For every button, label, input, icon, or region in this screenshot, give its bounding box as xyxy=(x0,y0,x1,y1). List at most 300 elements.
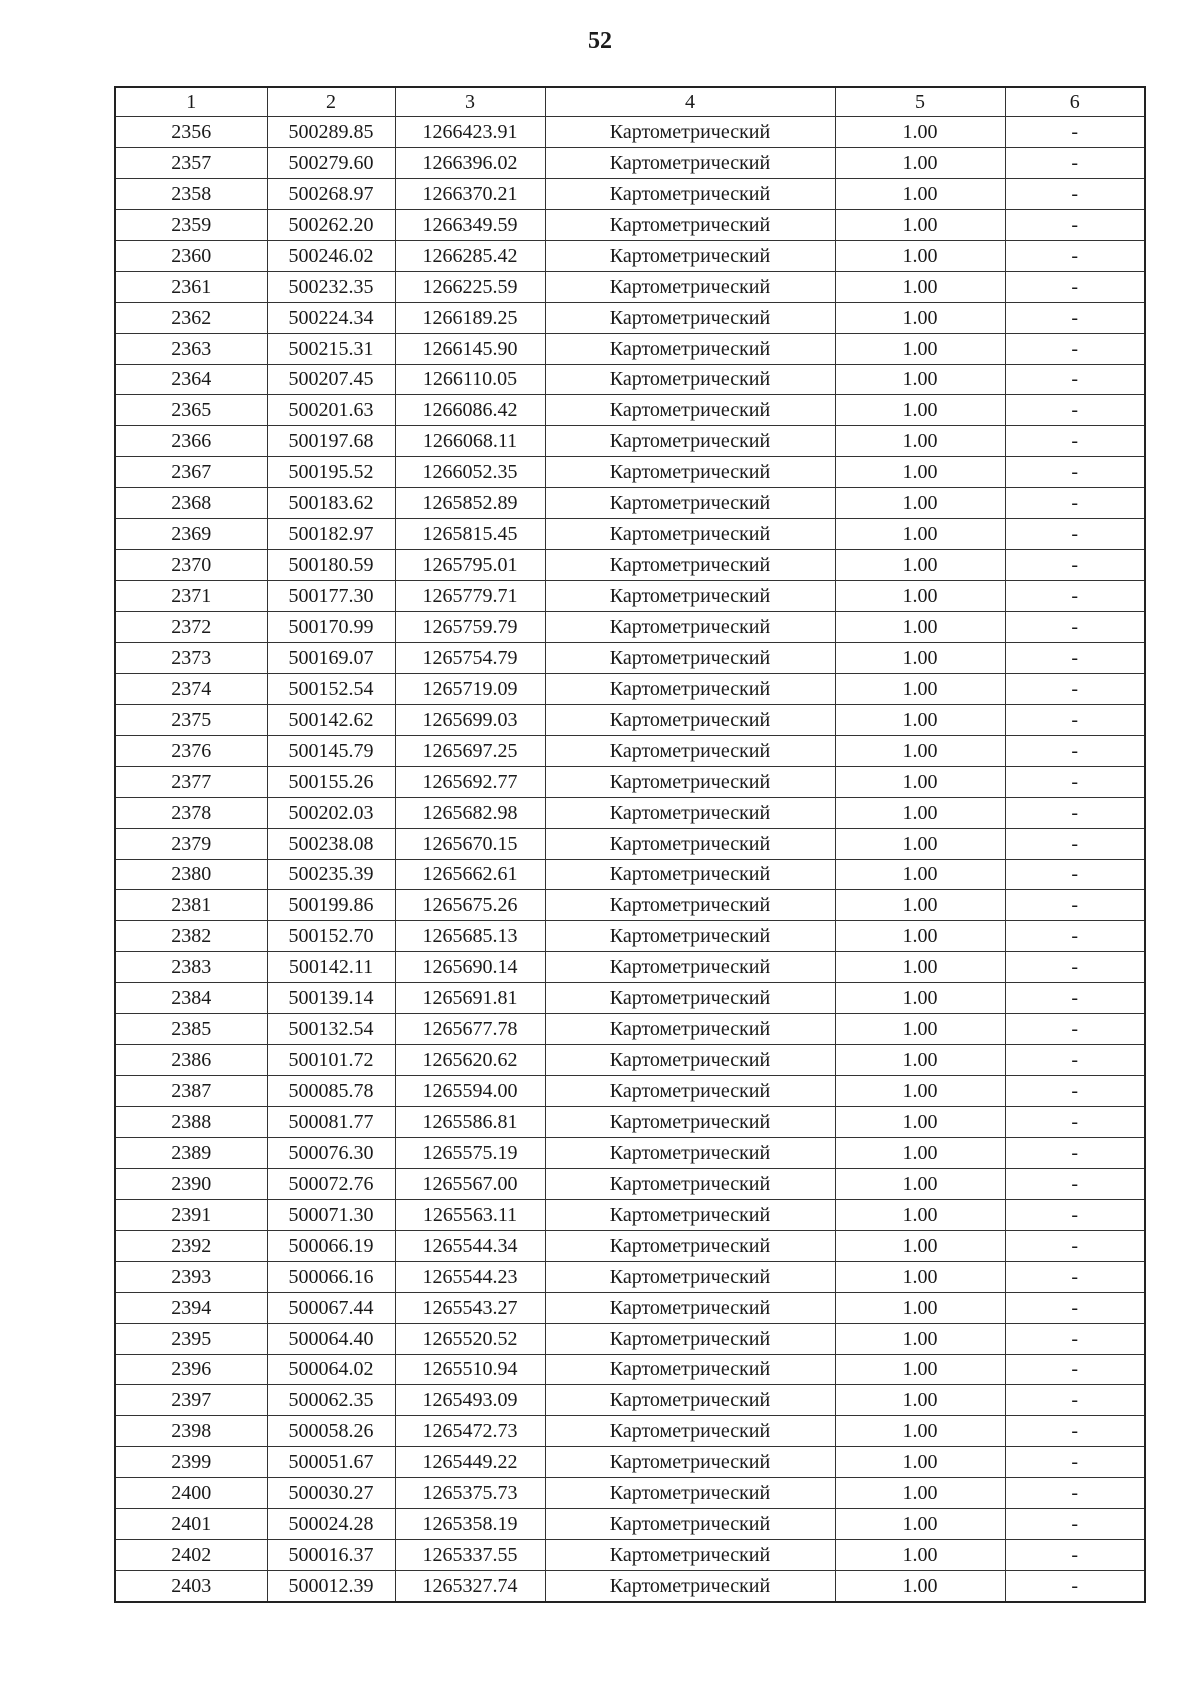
table-row xyxy=(115,1045,1145,1076)
column-header: 5 xyxy=(835,87,1005,117)
method-cell: Картометрический xyxy=(545,673,835,704)
accuracy-cell: 1.00 xyxy=(835,1478,1005,1509)
y-coordinate-cell: 1265754.79 xyxy=(395,642,545,673)
y-coordinate-cell: 1265510.94 xyxy=(395,1354,545,1385)
x-coordinate-cell: 500012.39 xyxy=(267,1571,395,1602)
y-coordinate-cell: 1265690.14 xyxy=(395,952,545,983)
table-row xyxy=(115,1509,1145,1540)
accuracy-cell: 1.00 xyxy=(835,581,1005,612)
method-cell: Картометрический xyxy=(545,1354,835,1385)
table-row xyxy=(115,364,1145,395)
point-number-cell: 2391 xyxy=(115,1199,267,1230)
accuracy-cell: 1.00 xyxy=(835,735,1005,766)
point-number-cell: 2359 xyxy=(115,209,267,240)
method-cell: Картометрический xyxy=(545,1323,835,1354)
y-coordinate-cell: 1266145.90 xyxy=(395,333,545,364)
point-number-cell: 2387 xyxy=(115,1076,267,1107)
y-coordinate-cell: 1266086.42 xyxy=(395,395,545,426)
table-row xyxy=(115,797,1145,828)
x-coordinate-cell: 500279.60 xyxy=(267,147,395,178)
y-coordinate-cell: 1265543.27 xyxy=(395,1292,545,1323)
point-number-cell: 2379 xyxy=(115,828,267,859)
method-cell: Картометрический xyxy=(545,828,835,859)
x-coordinate-cell: 500067.44 xyxy=(267,1292,395,1323)
accuracy-cell: 1.00 xyxy=(835,1416,1005,1447)
method-cell: Картометрический xyxy=(545,426,835,457)
accuracy-cell: 1.00 xyxy=(835,1107,1005,1138)
point-number-cell: 2382 xyxy=(115,921,267,952)
x-coordinate-cell: 500066.16 xyxy=(267,1261,395,1292)
method-cell: Картометрический xyxy=(545,1014,835,1045)
point-number-cell: 2369 xyxy=(115,519,267,550)
note-cell: - xyxy=(1005,1571,1145,1602)
table-row xyxy=(115,240,1145,271)
note-cell: - xyxy=(1005,921,1145,952)
x-coordinate-cell: 500177.30 xyxy=(267,581,395,612)
note-cell: - xyxy=(1005,1323,1145,1354)
method-cell: Картометрический xyxy=(545,1230,835,1261)
accuracy-cell: 1.00 xyxy=(835,550,1005,581)
note-cell: - xyxy=(1005,271,1145,302)
table-header xyxy=(115,87,1145,117)
x-coordinate-cell: 500199.86 xyxy=(267,890,395,921)
point-number-cell: 2381 xyxy=(115,890,267,921)
accuracy-cell: 1.00 xyxy=(835,1509,1005,1540)
method-cell: Картометрический xyxy=(545,1199,835,1230)
note-cell: - xyxy=(1005,1107,1145,1138)
x-coordinate-cell: 500235.39 xyxy=(267,859,395,890)
table-row xyxy=(115,1292,1145,1323)
accuracy-cell: 1.00 xyxy=(835,1354,1005,1385)
x-coordinate-cell: 500062.35 xyxy=(267,1385,395,1416)
point-number-cell: 2376 xyxy=(115,735,267,766)
note-cell: - xyxy=(1005,704,1145,735)
column-header: 2 xyxy=(267,87,395,117)
y-coordinate-cell: 1266396.02 xyxy=(395,147,545,178)
x-coordinate-cell: 500183.62 xyxy=(267,488,395,519)
method-cell: Картометрический xyxy=(545,147,835,178)
accuracy-cell: 1.00 xyxy=(835,1261,1005,1292)
point-number-cell: 2403 xyxy=(115,1571,267,1602)
accuracy-cell: 1.00 xyxy=(835,488,1005,519)
y-coordinate-cell: 1266110.05 xyxy=(395,364,545,395)
method-cell: Картометрический xyxy=(545,1447,835,1478)
table-row xyxy=(115,921,1145,952)
table-row xyxy=(115,519,1145,550)
x-coordinate-cell: 500232.35 xyxy=(267,271,395,302)
point-number-cell: 2361 xyxy=(115,271,267,302)
method-cell: Картометрический xyxy=(545,1509,835,1540)
method-cell: Картометрический xyxy=(545,519,835,550)
note-cell: - xyxy=(1005,952,1145,983)
y-coordinate-cell: 1265472.73 xyxy=(395,1416,545,1447)
table-row xyxy=(115,147,1145,178)
method-cell: Картометрический xyxy=(545,1045,835,1076)
accuracy-cell: 1.00 xyxy=(835,952,1005,983)
table-row xyxy=(115,983,1145,1014)
x-coordinate-cell: 500197.68 xyxy=(267,426,395,457)
x-coordinate-cell: 500195.52 xyxy=(267,457,395,488)
accuracy-cell: 1.00 xyxy=(835,1199,1005,1230)
table-row xyxy=(115,457,1145,488)
x-coordinate-cell: 500064.02 xyxy=(267,1354,395,1385)
x-coordinate-cell: 500071.30 xyxy=(267,1199,395,1230)
x-coordinate-cell: 500262.20 xyxy=(267,209,395,240)
table-row xyxy=(115,704,1145,735)
accuracy-cell: 1.00 xyxy=(835,1292,1005,1323)
accuracy-cell: 1.00 xyxy=(835,395,1005,426)
x-coordinate-cell: 500024.28 xyxy=(267,1509,395,1540)
method-cell: Картометрический xyxy=(545,1076,835,1107)
point-number-cell: 2394 xyxy=(115,1292,267,1323)
table-row xyxy=(115,1199,1145,1230)
method-cell: Картометрический xyxy=(545,890,835,921)
accuracy-cell: 1.00 xyxy=(835,117,1005,148)
x-coordinate-cell: 500170.99 xyxy=(267,612,395,643)
accuracy-cell: 1.00 xyxy=(835,1540,1005,1571)
point-number-cell: 2360 xyxy=(115,240,267,271)
y-coordinate-cell: 1265691.81 xyxy=(395,983,545,1014)
method-cell: Картометрический xyxy=(545,240,835,271)
note-cell: - xyxy=(1005,1540,1145,1571)
table-row xyxy=(115,1447,1145,1478)
table-row xyxy=(115,1540,1145,1571)
method-cell: Картометрический xyxy=(545,1261,835,1292)
note-cell: - xyxy=(1005,1014,1145,1045)
x-coordinate-cell: 500224.34 xyxy=(267,302,395,333)
y-coordinate-cell: 1265682.98 xyxy=(395,797,545,828)
table-row xyxy=(115,209,1145,240)
point-number-cell: 2358 xyxy=(115,178,267,209)
y-coordinate-cell: 1265575.19 xyxy=(395,1137,545,1168)
method-cell: Картометрический xyxy=(545,1416,835,1447)
y-coordinate-cell: 1265670.15 xyxy=(395,828,545,859)
note-cell: - xyxy=(1005,209,1145,240)
y-coordinate-cell: 1265795.01 xyxy=(395,550,545,581)
accuracy-cell: 1.00 xyxy=(835,828,1005,859)
accuracy-cell: 1.00 xyxy=(835,1385,1005,1416)
y-coordinate-cell: 1265520.52 xyxy=(395,1323,545,1354)
note-cell: - xyxy=(1005,426,1145,457)
x-coordinate-cell: 500058.26 xyxy=(267,1416,395,1447)
method-cell: Картометрический xyxy=(545,364,835,395)
table-row xyxy=(115,828,1145,859)
method-cell: Картометрический xyxy=(545,550,835,581)
y-coordinate-cell: 1265449.22 xyxy=(395,1447,545,1478)
point-number-cell: 2393 xyxy=(115,1261,267,1292)
coordinates-table xyxy=(114,86,1146,1603)
table-row xyxy=(115,395,1145,426)
accuracy-cell: 1.00 xyxy=(835,1168,1005,1199)
note-cell: - xyxy=(1005,1045,1145,1076)
table-row xyxy=(115,271,1145,302)
method-cell: Картометрический xyxy=(545,983,835,1014)
table-row xyxy=(115,1261,1145,1292)
y-coordinate-cell: 1266370.21 xyxy=(395,178,545,209)
x-coordinate-cell: 500139.14 xyxy=(267,983,395,1014)
y-coordinate-cell: 1265620.62 xyxy=(395,1045,545,1076)
x-coordinate-cell: 500246.02 xyxy=(267,240,395,271)
accuracy-cell: 1.00 xyxy=(835,209,1005,240)
table-row xyxy=(115,488,1145,519)
method-cell: Картометрический xyxy=(545,209,835,240)
note-cell: - xyxy=(1005,240,1145,271)
note-cell: - xyxy=(1005,859,1145,890)
table-body xyxy=(115,117,1145,1603)
x-coordinate-cell: 500072.76 xyxy=(267,1168,395,1199)
point-number-cell: 2375 xyxy=(115,704,267,735)
x-coordinate-cell: 500268.97 xyxy=(267,178,395,209)
note-cell: - xyxy=(1005,178,1145,209)
point-number-cell: 2363 xyxy=(115,333,267,364)
x-coordinate-cell: 500030.27 xyxy=(267,1478,395,1509)
note-cell: - xyxy=(1005,1416,1145,1447)
note-cell: - xyxy=(1005,983,1145,1014)
x-coordinate-cell: 500081.77 xyxy=(267,1107,395,1138)
table-row xyxy=(115,1416,1145,1447)
note-cell: - xyxy=(1005,1199,1145,1230)
point-number-cell: 2401 xyxy=(115,1509,267,1540)
table-row xyxy=(115,550,1145,581)
y-coordinate-cell: 1265544.34 xyxy=(395,1230,545,1261)
point-number-cell: 2356 xyxy=(115,117,267,148)
accuracy-cell: 1.00 xyxy=(835,1076,1005,1107)
accuracy-cell: 1.00 xyxy=(835,178,1005,209)
method-cell: Картометрический xyxy=(545,302,835,333)
x-coordinate-cell: 500289.85 xyxy=(267,117,395,148)
note-cell: - xyxy=(1005,673,1145,704)
method-cell: Картометрический xyxy=(545,921,835,952)
note-cell: - xyxy=(1005,117,1145,148)
table-row xyxy=(115,1478,1145,1509)
y-coordinate-cell: 1265358.19 xyxy=(395,1509,545,1540)
point-number-cell: 2385 xyxy=(115,1014,267,1045)
y-coordinate-cell: 1265594.00 xyxy=(395,1076,545,1107)
table-row xyxy=(115,1168,1145,1199)
accuracy-cell: 1.00 xyxy=(835,240,1005,271)
table-row xyxy=(115,1107,1145,1138)
method-cell: Картометрический xyxy=(545,1540,835,1571)
point-number-cell: 2396 xyxy=(115,1354,267,1385)
method-cell: Картометрический xyxy=(545,178,835,209)
accuracy-cell: 1.00 xyxy=(835,983,1005,1014)
x-coordinate-cell: 500064.40 xyxy=(267,1323,395,1354)
method-cell: Картометрический xyxy=(545,395,835,426)
accuracy-cell: 1.00 xyxy=(835,426,1005,457)
accuracy-cell: 1.00 xyxy=(835,271,1005,302)
note-cell: - xyxy=(1005,395,1145,426)
table-row xyxy=(115,952,1145,983)
column-header: 1 xyxy=(115,87,267,117)
note-cell: - xyxy=(1005,333,1145,364)
accuracy-cell: 1.00 xyxy=(835,1014,1005,1045)
x-coordinate-cell: 500016.37 xyxy=(267,1540,395,1571)
accuracy-cell: 1.00 xyxy=(835,921,1005,952)
method-cell: Картометрический xyxy=(545,1385,835,1416)
point-number-cell: 2368 xyxy=(115,488,267,519)
note-cell: - xyxy=(1005,828,1145,859)
table-row xyxy=(115,859,1145,890)
point-number-cell: 2386 xyxy=(115,1045,267,1076)
table-row xyxy=(115,1014,1145,1045)
accuracy-cell: 1.00 xyxy=(835,859,1005,890)
point-number-cell: 2390 xyxy=(115,1168,267,1199)
point-number-cell: 2402 xyxy=(115,1540,267,1571)
table-row xyxy=(115,1323,1145,1354)
point-number-cell: 2373 xyxy=(115,642,267,673)
point-number-cell: 2365 xyxy=(115,395,267,426)
y-coordinate-cell: 1265375.73 xyxy=(395,1478,545,1509)
method-cell: Картометрический xyxy=(545,797,835,828)
table-row xyxy=(115,766,1145,797)
table-row xyxy=(115,333,1145,364)
note-cell: - xyxy=(1005,1478,1145,1509)
y-coordinate-cell: 1265662.61 xyxy=(395,859,545,890)
x-coordinate-cell: 500085.78 xyxy=(267,1076,395,1107)
note-cell: - xyxy=(1005,1168,1145,1199)
note-cell: - xyxy=(1005,581,1145,612)
accuracy-cell: 1.00 xyxy=(835,612,1005,643)
accuracy-cell: 1.00 xyxy=(835,797,1005,828)
method-cell: Картометрический xyxy=(545,1571,835,1602)
method-cell: Картометрический xyxy=(545,488,835,519)
note-cell: - xyxy=(1005,364,1145,395)
y-coordinate-cell: 1265567.00 xyxy=(395,1168,545,1199)
column-header: 6 xyxy=(1005,87,1145,117)
table-row xyxy=(115,1230,1145,1261)
x-coordinate-cell: 500180.59 xyxy=(267,550,395,581)
point-number-cell: 2371 xyxy=(115,581,267,612)
table-row xyxy=(115,612,1145,643)
x-coordinate-cell: 500238.08 xyxy=(267,828,395,859)
note-cell: - xyxy=(1005,1447,1145,1478)
y-coordinate-cell: 1265815.45 xyxy=(395,519,545,550)
x-coordinate-cell: 500066.19 xyxy=(267,1230,395,1261)
accuracy-cell: 1.00 xyxy=(835,147,1005,178)
x-coordinate-cell: 500169.07 xyxy=(267,642,395,673)
point-number-cell: 2399 xyxy=(115,1447,267,1478)
note-cell: - xyxy=(1005,519,1145,550)
note-cell: - xyxy=(1005,1076,1145,1107)
note-cell: - xyxy=(1005,1230,1145,1261)
table-row xyxy=(115,1571,1145,1602)
y-coordinate-cell: 1266349.59 xyxy=(395,209,545,240)
y-coordinate-cell: 1265697.25 xyxy=(395,735,545,766)
y-coordinate-cell: 1265563.11 xyxy=(395,1199,545,1230)
x-coordinate-cell: 500132.54 xyxy=(267,1014,395,1045)
point-number-cell: 2398 xyxy=(115,1416,267,1447)
table-row xyxy=(115,1354,1145,1385)
y-coordinate-cell: 1266225.59 xyxy=(395,271,545,302)
column-header: 4 xyxy=(545,87,835,117)
note-cell: - xyxy=(1005,488,1145,519)
accuracy-cell: 1.00 xyxy=(835,1045,1005,1076)
accuracy-cell: 1.00 xyxy=(835,364,1005,395)
table-row xyxy=(115,735,1145,766)
y-coordinate-cell: 1265852.89 xyxy=(395,488,545,519)
method-cell: Картометрический xyxy=(545,333,835,364)
note-cell: - xyxy=(1005,1261,1145,1292)
table-row xyxy=(115,581,1145,612)
method-cell: Картометрический xyxy=(545,859,835,890)
point-number-cell: 2367 xyxy=(115,457,267,488)
point-number-cell: 2388 xyxy=(115,1107,267,1138)
x-coordinate-cell: 500215.31 xyxy=(267,333,395,364)
point-number-cell: 2384 xyxy=(115,983,267,1014)
y-coordinate-cell: 1265699.03 xyxy=(395,704,545,735)
y-coordinate-cell: 1265327.74 xyxy=(395,1571,545,1602)
x-coordinate-cell: 500155.26 xyxy=(267,766,395,797)
note-cell: - xyxy=(1005,1137,1145,1168)
note-cell: - xyxy=(1005,1354,1145,1385)
accuracy-cell: 1.00 xyxy=(835,519,1005,550)
table-row xyxy=(115,1076,1145,1107)
x-coordinate-cell: 500202.03 xyxy=(267,797,395,828)
y-coordinate-cell: 1265779.71 xyxy=(395,581,545,612)
point-number-cell: 2370 xyxy=(115,550,267,581)
note-cell: - xyxy=(1005,457,1145,488)
x-coordinate-cell: 500142.11 xyxy=(267,952,395,983)
table-row xyxy=(115,117,1145,148)
accuracy-cell: 1.00 xyxy=(835,1230,1005,1261)
point-number-cell: 2395 xyxy=(115,1323,267,1354)
note-cell: - xyxy=(1005,1292,1145,1323)
method-cell: Картометрический xyxy=(545,1137,835,1168)
method-cell: Картометрический xyxy=(545,766,835,797)
note-cell: - xyxy=(1005,735,1145,766)
x-coordinate-cell: 500182.97 xyxy=(267,519,395,550)
method-cell: Картометрический xyxy=(545,457,835,488)
accuracy-cell: 1.00 xyxy=(835,704,1005,735)
note-cell: - xyxy=(1005,1385,1145,1416)
point-number-cell: 2389 xyxy=(115,1137,267,1168)
y-coordinate-cell: 1265692.77 xyxy=(395,766,545,797)
y-coordinate-cell: 1265685.13 xyxy=(395,921,545,952)
x-coordinate-cell: 500152.70 xyxy=(267,921,395,952)
method-cell: Картометрический xyxy=(545,1168,835,1199)
accuracy-cell: 1.00 xyxy=(835,1137,1005,1168)
point-number-cell: 2397 xyxy=(115,1385,267,1416)
y-coordinate-cell: 1265719.09 xyxy=(395,673,545,704)
x-coordinate-cell: 500145.79 xyxy=(267,735,395,766)
table-row xyxy=(115,890,1145,921)
y-coordinate-cell: 1266068.11 xyxy=(395,426,545,457)
note-cell: - xyxy=(1005,550,1145,581)
x-coordinate-cell: 500076.30 xyxy=(267,1137,395,1168)
page-number: 52 xyxy=(588,28,612,54)
point-number-cell: 2357 xyxy=(115,147,267,178)
point-number-cell: 2374 xyxy=(115,673,267,704)
method-cell: Картометрический xyxy=(545,952,835,983)
accuracy-cell: 1.00 xyxy=(835,333,1005,364)
point-number-cell: 2366 xyxy=(115,426,267,457)
note-cell: - xyxy=(1005,890,1145,921)
table-row xyxy=(115,1137,1145,1168)
method-cell: Картометрический xyxy=(545,581,835,612)
note-cell: - xyxy=(1005,642,1145,673)
table-row xyxy=(115,642,1145,673)
table-row xyxy=(115,673,1145,704)
method-cell: Картометрический xyxy=(545,612,835,643)
y-coordinate-cell: 1265544.23 xyxy=(395,1261,545,1292)
x-coordinate-cell: 500152.54 xyxy=(267,673,395,704)
note-cell: - xyxy=(1005,612,1145,643)
table-row xyxy=(115,1385,1145,1416)
method-cell: Картометрический xyxy=(545,271,835,302)
y-coordinate-cell: 1265677.78 xyxy=(395,1014,545,1045)
accuracy-cell: 1.00 xyxy=(835,1323,1005,1354)
y-coordinate-cell: 1266285.42 xyxy=(395,240,545,271)
